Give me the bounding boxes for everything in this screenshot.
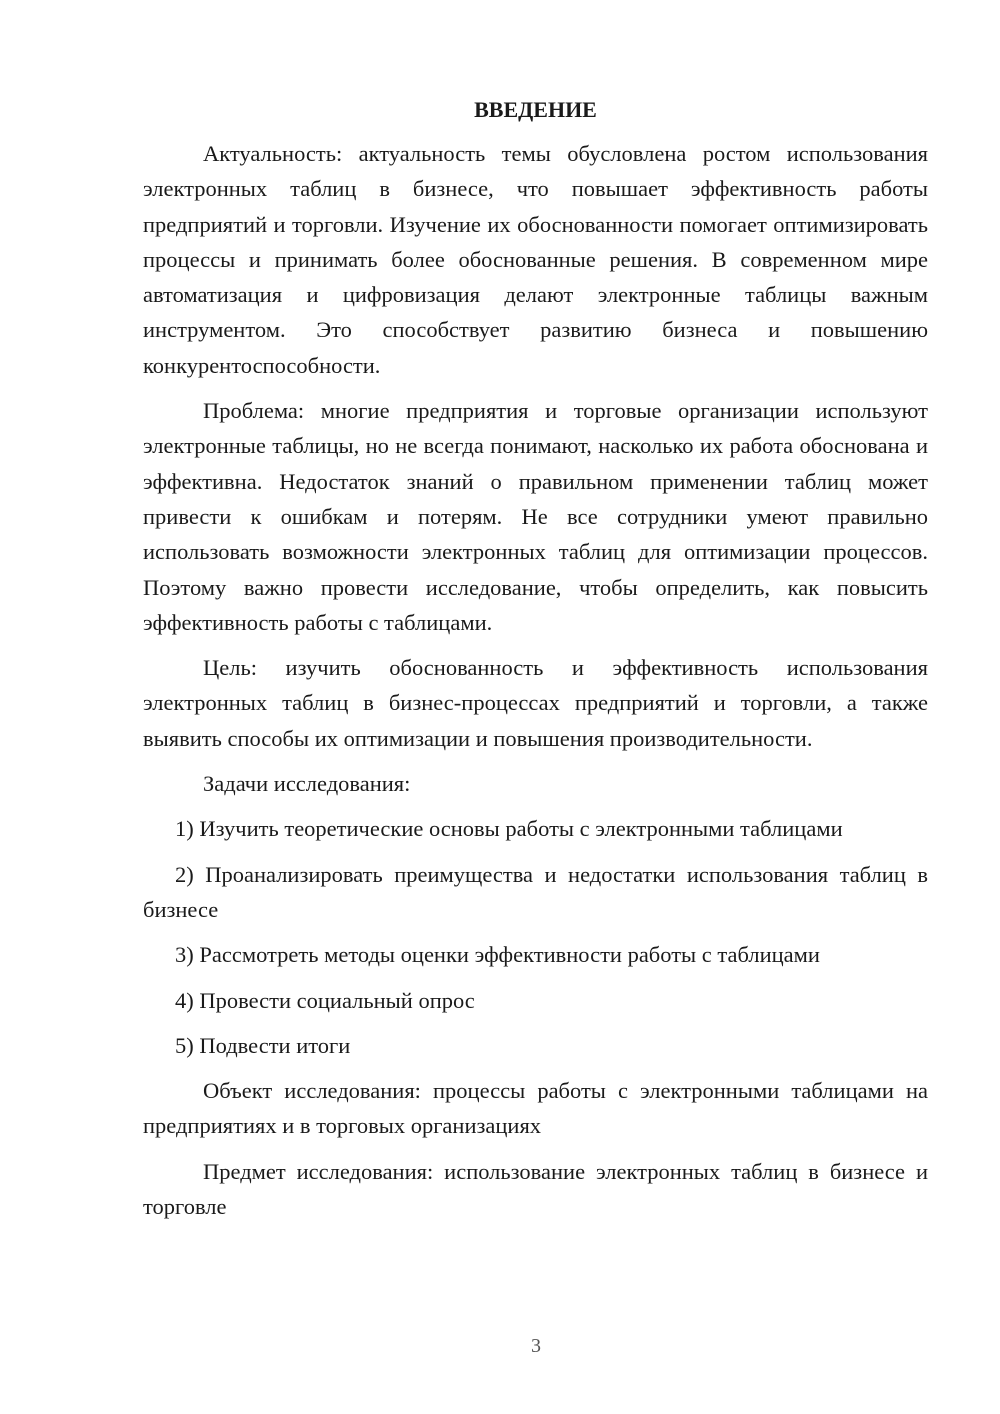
section-heading: ВВЕДЕНИЕ xyxy=(474,97,597,122)
paragraph-subject: Предмет исследования: использование электронных таблиц в бизнесе и торговле xyxy=(143,1158,928,1220)
task-item-3: 3) Рассмотреть методы оценки эффективности работы с таблицами xyxy=(175,942,820,968)
task-item-1: 1) Изучить теоретические основы работы с электронными таблицами xyxy=(175,816,843,842)
paragraph-problem: Проблема: многие предприятия и торговые организации используют электронные таблицы, но не всегда понимают, насколько их работа обоснована и эффективна. Недостаток знаний о правильном применении таблиц может привести к ошибкам и потерям. Не все сотрудники умеют правильно использовать возможности электронных таблиц для оптимизации процессов. Поэтому важно провести исследование, чтобы определить, как повысить эффективность работы с таблицами. xyxy=(143,398,928,635)
task-item-5: 5) Подвести итоги xyxy=(175,1032,351,1058)
task-item-2: 2) Проанализировать преимущества и недостатки использования таблиц в бизнесе xyxy=(143,861,928,922)
paragraph-relevance: Актуальность: актуальность темы обусловлена ростом использования электронных таблиц в бизнесе, что повышает эффективность работы предприятий и торговли. Изучение их обоснованности помогает оптимизировать процессы и принимать более обоснованные решения. В современном мире автоматизация и цифровизация делают электронные таблицы важным инструментом. Это способствует развитию бизнеса и повышению конкурентоспособности. xyxy=(143,141,928,378)
page-content xyxy=(143,95,928,1234)
paragraph-object: Объект исследования: процессы работы с электронными таблицами на предприятиях и в торговых организациях xyxy=(143,1078,928,1139)
page-number: 3 xyxy=(531,1335,541,1357)
task-item-4: 4) Провести социальный опрос xyxy=(175,987,475,1013)
tasks-heading: Задачи исследования: xyxy=(203,771,411,797)
paragraph-goal: Цель: изучить обоснованность и эффективность использования электронных таблиц в бизнес-процессах предприятий и торговли, а также выявить способы их оптимизации и повышения производительности. xyxy=(143,655,928,751)
